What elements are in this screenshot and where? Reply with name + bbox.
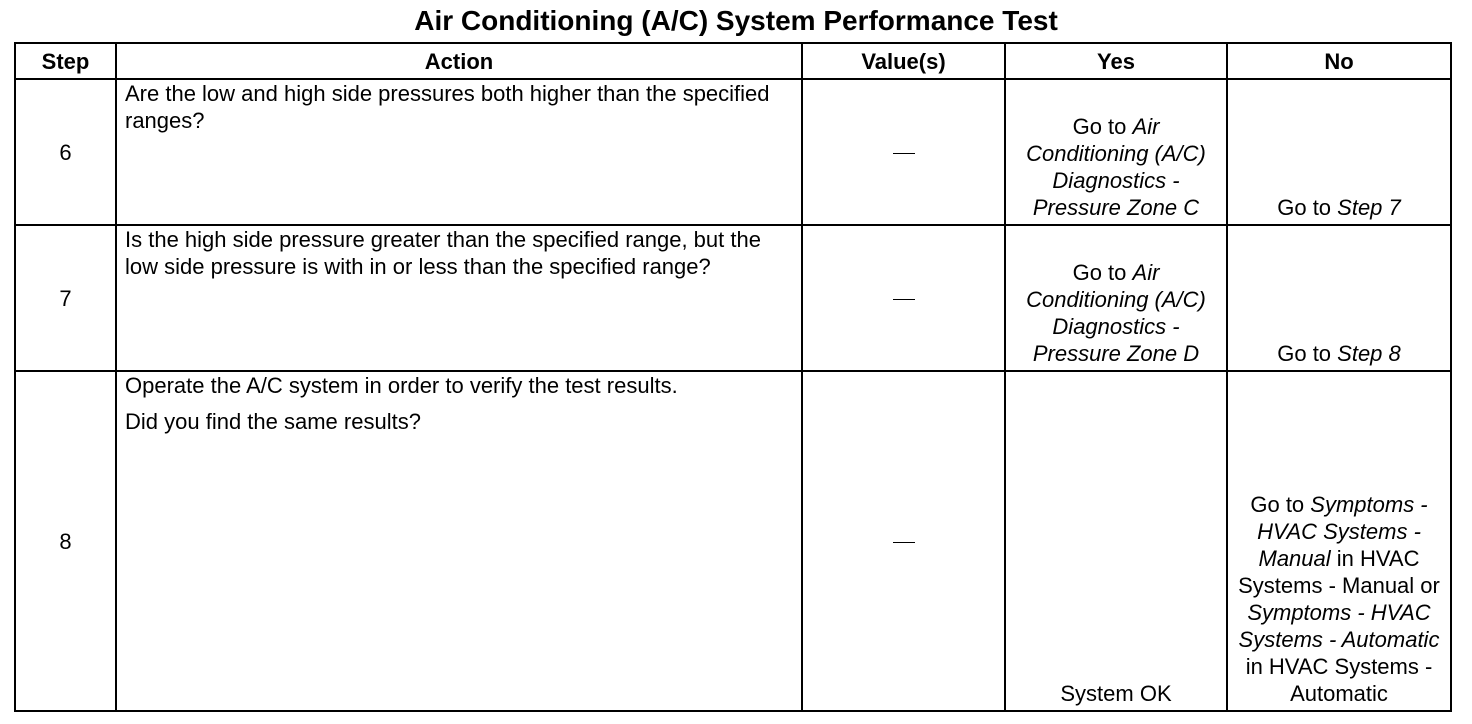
- action-text: Operate the A/C system in order to verify the test results.: [125, 373, 678, 398]
- action-text: Are the low and high side pressures both higher than the specified ranges?: [125, 81, 770, 133]
- step-number: 7: [15, 225, 116, 371]
- action-text: Did you find the same results?: [125, 409, 421, 434]
- value-dash: [893, 153, 915, 154]
- value-cell: [802, 225, 1005, 371]
- value-dash: [893, 299, 915, 300]
- table-row: [15, 371, 1451, 711]
- header-no: No: [1227, 43, 1451, 79]
- value-cell: [802, 79, 1005, 225]
- header-yes: Yes: [1005, 43, 1227, 79]
- yes-cell: Go to Air Conditioning (A/C) Diagnostics - Pressure Zone C: [1005, 79, 1227, 225]
- table-row: [15, 79, 1451, 225]
- yes-cell: Go to Air Conditioning (A/C) Diagnostics - Pressure Zone D: [1005, 225, 1227, 371]
- action-text: Is the high side pressure greater than the specified range, but the low side pressure is with in or less than the specified range?: [125, 227, 761, 279]
- performance-test-table: [14, 42, 1452, 712]
- no-cell: Go to Symptoms - HVAC Systems - Manual in HVAC Systems - Manual or Symptoms - HVAC Systems - Automatic in HVAC Systems - Automatic: [1227, 371, 1451, 711]
- action-cell: [116, 371, 802, 711]
- header-action: Action: [116, 43, 802, 79]
- yes-cell: System OK: [1005, 371, 1227, 711]
- table-row: [15, 225, 1451, 371]
- action-cell: [116, 79, 802, 225]
- header-values: Value(s): [802, 43, 1005, 79]
- step-number: 8: [15, 371, 116, 711]
- value-cell: [802, 371, 1005, 711]
- header-row: [15, 43, 1451, 79]
- action-cell: [116, 225, 802, 371]
- no-cell: Go to Step 7: [1227, 79, 1451, 225]
- page-title: Air Conditioning (A/C) System Performance Test: [414, 5, 1058, 36]
- header-step: Step: [15, 43, 116, 79]
- value-dash: [893, 542, 915, 543]
- step-number: 6: [15, 79, 116, 225]
- no-cell: Go to Step 8: [1227, 225, 1451, 371]
